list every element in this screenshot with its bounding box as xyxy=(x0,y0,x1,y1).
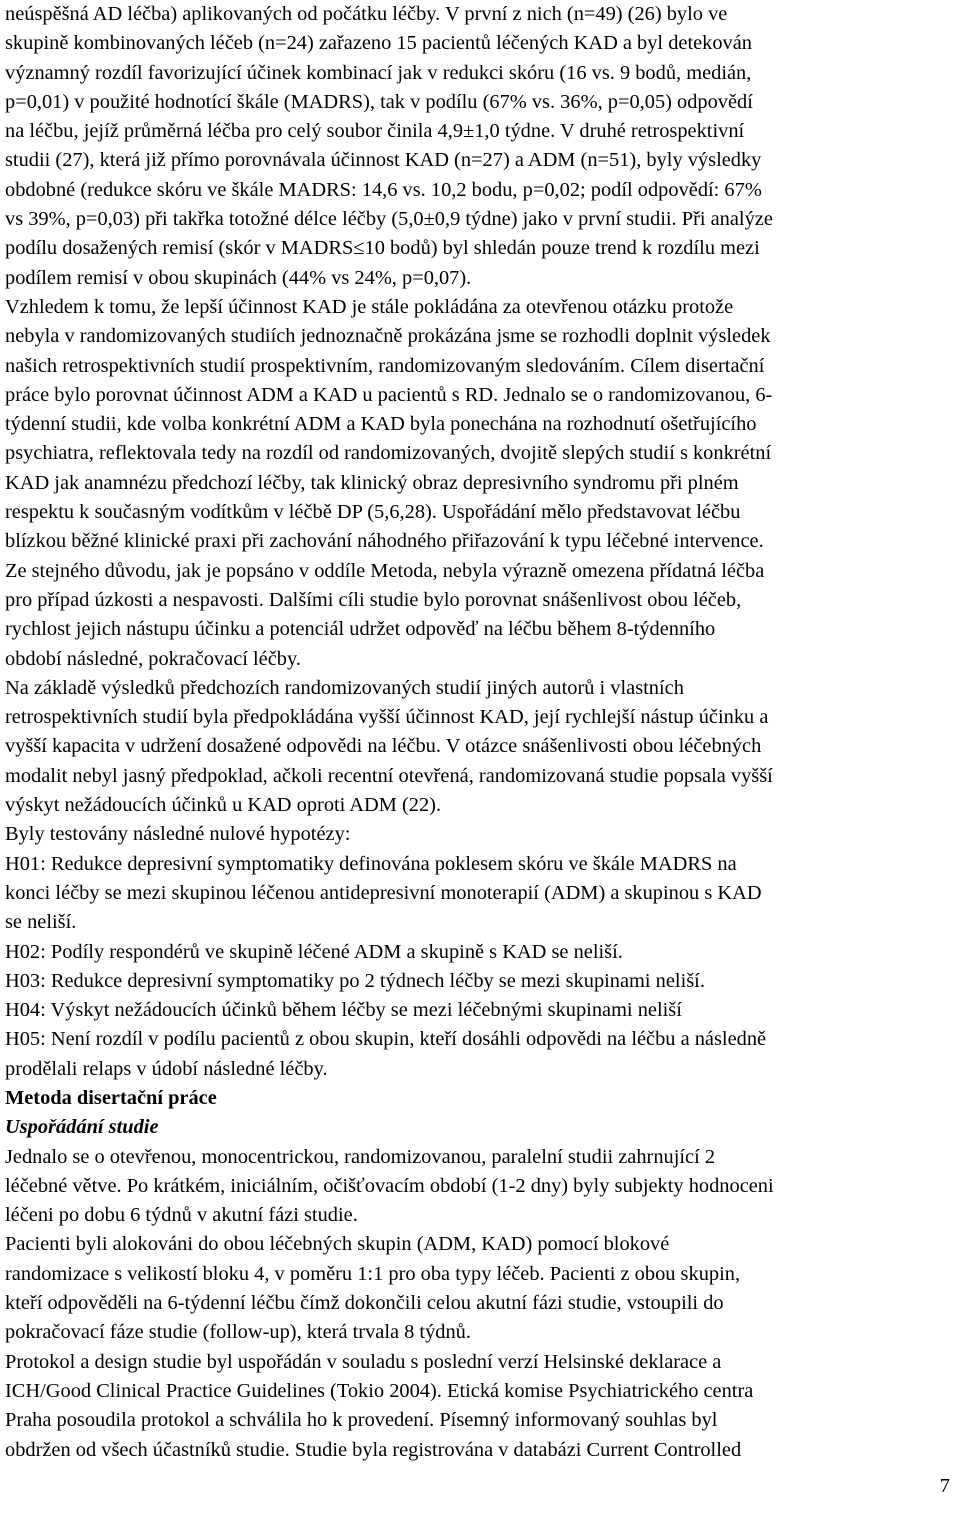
text-line-10: podílem remisí v obou skupinách (44% vs 24%, p=0,07). xyxy=(5,266,472,289)
text-line-50: obdržen od všech účastníků studie. Studie byla registrována v databázi Current Controlled xyxy=(5,1438,742,1461)
text-line-21: pro případ úzkosti a nespavosti. Dalšími cíli studie bylo porovnat snášenlivost obou léčeb, xyxy=(5,588,742,611)
text-line-46: pokračovací fáze studie (follow-up), která trvala 8 týdnů. xyxy=(5,1321,471,1344)
text-line-9: podílu dosažených remisí (skór v MADRS≤10 bodů) byl shledán pouze trend k rozdílu mezi xyxy=(5,237,760,260)
text-line-32: se neliší. xyxy=(5,911,77,934)
text-line-13: našich retrospektivních studií prospektivním, randomizovaným sledováním. Cílem disertační xyxy=(5,354,765,377)
text-line-11: Vzhledem k tomu, že lepší účinnost KAD je stále pokládána za otevřenou otázku protože xyxy=(5,295,734,318)
text-line-17: KAD jak anamnézu předchozí léčby, tak klinický obraz depresivního syndromu při plném xyxy=(5,471,739,494)
text-line-48: ICH/Good Clinical Practice Guidelines (Tokio 2004). Etická komise Psychiatrického centra xyxy=(5,1379,754,1402)
document-page xyxy=(5,0,953,1465)
subsection-heading: Uspořádání studie xyxy=(5,1116,159,1139)
text-line-27: modalit nebyl jasný předpoklad, ačkoli recentní otevřená, randomizovaná studie popsala vyšší xyxy=(5,764,773,787)
text-line-26: vyšší kapacita v udržení dosažené odpovědi na léčbu. V otázce snášenlivosti obou léčebných xyxy=(5,735,762,758)
text-line-41: léčebné větve. Po krátkém, iniciálním, očišťovacím období (1-2 dny) byly subjekty hodnoceni xyxy=(5,1174,774,1197)
text-line-2: skupině kombinovaných léčeb (n=24) zařazeno 15 pacientů léčených KAD a byl detekován xyxy=(5,32,752,55)
text-line-29: Byly testovány následné nulové hypotézy: xyxy=(5,823,351,846)
text-line-33: H02: Podíly respondérů ve skupině léčené ADM a skupině s KAD se neliší. xyxy=(5,940,623,963)
text-line-45: kteří odpověděli na 6-týdenní léčbu čímž dokončili celou akutní fázi studie, vstoupili do xyxy=(5,1292,724,1315)
section-heading: Metoda disertační práce xyxy=(5,1086,217,1109)
text-line-20: Ze stejného důvodu, jak je popsáno v oddíle Metoda, nebyla výrazně omezena přídatná léčba xyxy=(5,559,765,582)
page-number: 7 xyxy=(939,1475,950,1497)
text-line-31: konci léčby se mezi skupinou léčenou antidepresivní monoterapií (ADM) a skupinou s KAD xyxy=(5,881,762,904)
text-line-6: studii (27), která již přímo porovnávala účinnost KAD (n=27) a ADM (n=51), byly výsledky xyxy=(5,149,762,172)
text-line-40: Jednalo se o otevřenou, monocentrickou, randomizovanou, paralelní studii zahrnující 2 xyxy=(5,1145,716,1168)
text-line-25: retrospektivních studií byla předpokládána vyšší účinnost KAD, její rychlejší nástup účinku a xyxy=(5,706,769,729)
text-line-47: Protokol a design studie byl uspořádán v souladu s poslední verzí Helsinské deklarace a xyxy=(5,1350,722,1373)
text-line-14: práce bylo porovnat účinnost ADM a KAD u pacientů s RD. Jednalo se o randomizovanou, 6- xyxy=(5,383,773,406)
text-line-1: neúspěšná AD léčba) aplikovaných od počátku léčby. V první z nich (n=49) (26) bylo ve xyxy=(5,3,728,25)
text-line-19: blízkou běžné klinické praxi při zachování náhodného přiřazování k typu léčebné intervence. xyxy=(5,530,764,553)
text-line-24: Na základě výsledků předchozích randomizovaných studií jiných autorů i vlastních xyxy=(5,676,684,699)
text-line-12: nebyla v randomizovaných studiích jednoznačně prokázána jsme se rozhodli doplnit výsledek xyxy=(5,325,771,348)
text-line-30: H01: Redukce depresivní symptomatiky definována poklesem skóru ve škále MADRS na xyxy=(5,852,737,875)
text-line-36: H05: Není rozdíl v podílu pacientů z obou skupin, kteří dosáhli odpovědi na léčbu a následně xyxy=(5,1028,767,1051)
text-line-44: randomizace s velikostí bloku 4, v poměru 1:1 pro oba typy léčeb. Pacienti z obou skupin, xyxy=(5,1262,741,1285)
text-line-22: rychlost jejich nástupu účinku a potenciál udržet odpověď na léčbu během 8-týdenního xyxy=(5,618,716,641)
text-line-7: obdobné (redukce skóru ve škále MADRS: 14,6 vs. 10,2 bodu, p=0,02; podíl odpovědí: 67% xyxy=(5,178,762,201)
text-line-4: p=0,01) v použité hodnotící škále (MADRS), tak v podílu (67% vs. 36%, p=0,05) odpovědí xyxy=(5,90,753,113)
text-line-42: léčeni po dobu 6 týdnů v akutní fázi studie. xyxy=(5,1204,358,1227)
text-line-28: výskyt nežádoucích účinků u KAD oproti ADM (22). xyxy=(5,794,442,817)
text-line-34: H03: Redukce depresivní symptomatiky po 2 týdnech léčby se mezi skupinami neliší. xyxy=(5,969,705,992)
text-line-3: významný rozdíl favorizující účinek kombinací jak v redukci skóru (16 vs. 9 bodů, medián, xyxy=(5,61,752,84)
text-line-49: Praha posoudila protokol a schválila ho k provedení. Písemný informovaný souhlas byl xyxy=(5,1409,718,1432)
text-line-35: H04: Výskyt nežádoucích účinků během léčby se mezi léčebnými skupinami neliší xyxy=(5,999,682,1022)
text-line-43: Pacienti byli alokováni do obou léčebných skupin (ADM, KAD) pomocí blokové xyxy=(5,1233,670,1256)
text-line-5: na léčbu, jejíž průměrná léčba pro celý soubor činila 4,9±1,0 týdne. V druhé retrospektivní xyxy=(5,120,745,143)
text-line-16: psychiatra, reflektovala tedy na rozdíl od randomizovaných, dvojitě slepých studií s konkrétní xyxy=(5,442,772,465)
text-line-8: vs 39%, p=0,03) při takřka totožné délce léčby (5,0±0,9 týdne) jako v první studii. Při analýze xyxy=(5,208,773,231)
text-line-23: období následné, pokračovací léčby. xyxy=(5,647,301,670)
text-line-37: prodělali relaps v údobí následné léčby. xyxy=(5,1057,328,1080)
text-line-15: týdenní studii, kde volba konkrétní ADM a KAD byla ponechána na rozhodnutí ošetřujícího xyxy=(5,413,757,436)
text-line-18: respektu k současným vodítkům v léčbě DP (5,6,28). Uspořádání mělo představovat léčbu xyxy=(5,501,741,524)
